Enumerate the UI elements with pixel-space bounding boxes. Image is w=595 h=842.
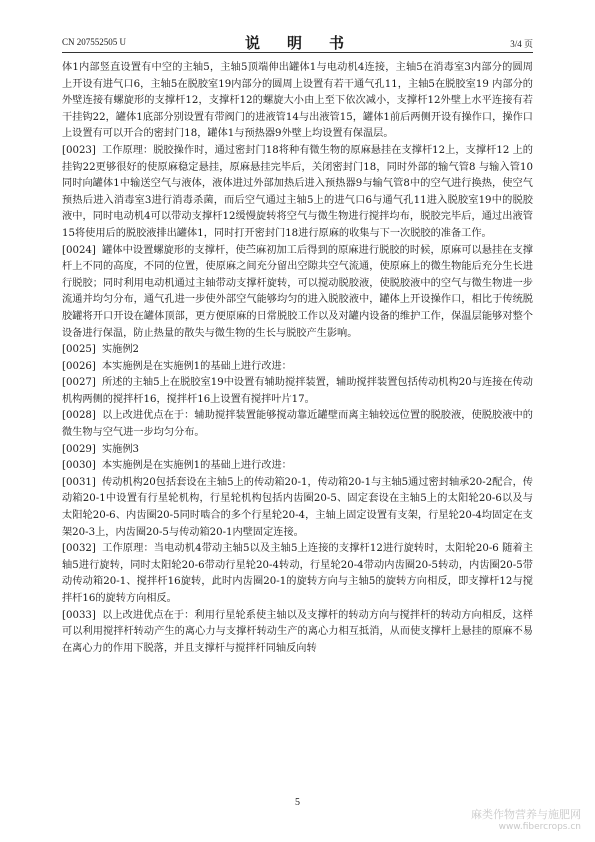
paragraph-text: 本实施例是在实施例1的基础上进行改进： — [102, 360, 292, 372]
paragraph-number: [0027] — [62, 377, 96, 389]
page-number: 5 — [295, 797, 300, 808]
paragraph-number: [0033] — [62, 609, 96, 621]
paragraph-0030 — [62, 458, 533, 475]
paragraph-text: 所述的主轴5上在脱胶室19中设置有辅助搅拌装置，辅助搅拌装置包括传动机构20与连接在传动机构两侧的搅拌杆16，搅拌杆16上设置有搅拌叶片17。 — [62, 377, 533, 405]
paragraph-number: [0026] — [62, 360, 96, 372]
paragraph-0026 — [62, 359, 533, 376]
paragraph-number: [0032] — [62, 543, 96, 555]
page-info: 3/4 页 — [510, 39, 533, 49]
paragraph-number: [0024] — [62, 244, 96, 256]
paragraph-text: 本实施例是在实施例1的基础上进行改进： — [102, 460, 292, 472]
paragraph-text: 实施例2 — [102, 344, 140, 356]
paragraph-number: [0030] — [62, 460, 96, 472]
paragraph-number: [0031] — [62, 476, 96, 488]
paragraph-0024 — [62, 243, 533, 343]
paragraph-text: 实施例3 — [102, 443, 140, 455]
patent-number: CN 207552505 U — [62, 37, 127, 47]
paragraph-0025 — [62, 342, 533, 359]
paragraph-number: [0023] — [62, 144, 96, 156]
watermark-site-name: 麻类作物营养与施肥网 — [471, 808, 581, 821]
paragraph-continued — [62, 60, 533, 143]
paragraph-0027 — [62, 375, 533, 408]
paragraph-text: 以上改进优点在于：辅助搅拌装置能够搅动靠近罐壁而离主轴较远位置的脱胶液，使脱胶液中的微生物与空气进一步均匀分布。 — [62, 410, 533, 439]
page-header — [62, 32, 533, 53]
paragraph-number: [0029] — [62, 443, 96, 455]
paragraph-text: 以上改进优点在于：利用行星轮系使主轴以及支撑杆的转动方向与搅拌杆的转动方向相反，这样可以利用搅拌杆转动产生的离心力与支撑杆转动生产的离心力相互抵消，从而使支撑杆上悬挂的原麻不易在离心力的作用下脱落，并且支撑杆与搅拌杆同轴反向转 — [62, 609, 533, 654]
paragraph-0031 — [62, 475, 533, 541]
watermark-url: www.fibercrops.cn — [498, 822, 581, 832]
paragraph-0023 — [62, 143, 533, 243]
paragraph-0028 — [62, 408, 533, 441]
document-body — [62, 60, 533, 795]
paragraph-number: [0028] — [62, 410, 96, 422]
paragraph-text: 罐体中设置螺旋形的支撑杆，使苎麻初加工后得到的原麻进行脱胶的时候，原麻可以悬挂在支撑杆上不同的高度，不同的位置，使原麻之间充分留出空隙共空气流通，使原麻上的微生物能后充分生长进行脱胶；同时利用电动机通过主轴带动支撑杆旋转，可以搅动脱胶液，使脱胶液中的空气与微生物进一步流通并均匀分布，通气孔进一步使外部空气能够均匀的进入脱胶液中，罐体上开设操作口，相比于传统脱胶罐将开口开设在罐体顶部，更方便原麻的日常脱胶工作以及对罐内设备的维护工作，保温层能够对整个设备进行保温，防止热量的散失与微生物的生长与脱胶产生影响。 — [62, 244, 533, 339]
paragraph-0029 — [62, 442, 533, 459]
paragraph-number: [0025] — [62, 344, 96, 356]
paragraph-text: 工作原理：脱胶操作时，通过密封门18将种有微生物的原麻悬挂在支撑杆12上，支撑杆12 上的挂钩22更够很好的使原麻稳定悬挂，原麻悬挂完毕后，关闭密封门18，同时外部的输气管8 与输入管10同时向罐体1中输送空气与液体，液体进过外部加热后进入预热器9与输气管8中的空气进行换热，使空气预热后进入消毒室3进行消毒杀菌，而后空气通过主轴5上的进气口6与通气孔11进入脱胶室19中的脱胶液中，同时电动机4可以带动支撑杆12缓慢旋转将空气与微生物进行搅拌均布，脱胶完毕后，通过出液管15将使用后的脱胶液排出罐体1，同时打开密封门18进行原麻的收集与下一次脱胶的准备工作。 — [62, 144, 533, 239]
paragraph-text: 体1内部竖直设置有中空的主轴5，主轴5顶端伸出罐体1与电动机4连接，主轴5在消毒室3内部分的圆周上开设有进气口6，主轴5在脱胶室19内部分的圆周上设置有若干通气孔11，主轴5在脱胶室19 内部分的外壁连接有螺旋形的支撑杆12，支撑杆12的螺旋大小由上至下依次减小，支撑杆12外壁上水平连接有若干挂钩22，罐体1底部分别设置有带阀门的进液管14与出液管15，罐体1前后两侧开设有操作口，操作口上设置有可以开合的密封门18，罐体1与预热器9外壁上均设置有保温层。 — [62, 62, 533, 140]
paragraph-text: 传动机构20包括套设在主轴5上的传动箱20-1，传动箱20-1与主轴5通过密封轴承20-2配合，传动箱20-1中设置有行星轮机构，行星轮机构包括内齿圈20-5、固定套设在主轴5上的太阳轮20-6以及与太阳轮20-6、内齿圈20-5同时啮合的多个行星轮20-4，主轴上固定设置有支架，行星轮20-4均固定在支架20-3上，内齿圈20-5与传动箱20-1内壁固定连接。 — [62, 476, 533, 538]
paragraph-0032 — [62, 541, 533, 607]
paragraph-text: 工作原理：当电动机4带动主轴5以及主轴5上连接的支撑杆12进行旋转时，太阳轮20-6 随着主轴5进行旋转，同时太阳轮20-6带动行星轮20-4转动，行星轮20-4带动内齿圈20-5转动，内齿圈20-5带动传动箱20-1、搅拌杆16旋转，此时内齿圈20-1的旋转方向与主轴5的旋转方向相反，即支撑杆12与搅拌杆16的旋转方向相反。 — [62, 543, 533, 604]
site-watermark — [471, 806, 581, 832]
document-title: 说 明 书 — [244, 34, 350, 52]
paragraph-0033 — [62, 608, 533, 658]
